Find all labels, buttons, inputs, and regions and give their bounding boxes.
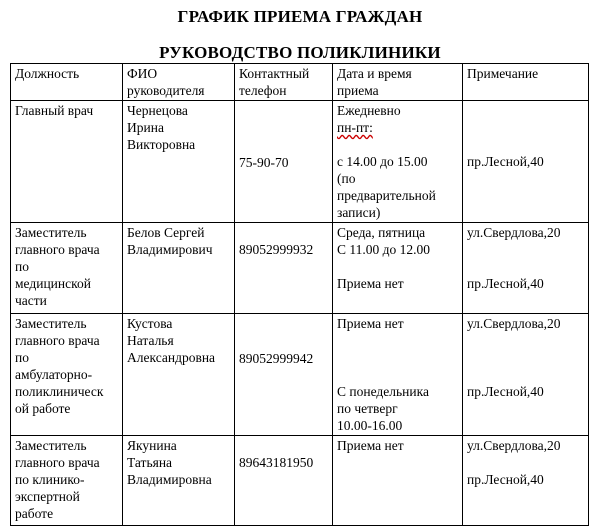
cell-line [467,102,584,119]
cell-line: главного врача [15,242,100,257]
schedule-cell [333,314,463,436]
cell-line [337,349,458,366]
phone-text: 75-90-70 [239,155,289,170]
cell-line: пр.Лесной,40 [467,154,544,169]
header-schedule [333,64,463,101]
phone-text: 89643181950 [239,455,314,470]
cell-line: С 11.00 до 12.00 [337,242,430,257]
cell-line: по [15,259,29,274]
phone-text: 89052999932 [239,242,314,257]
table-row [11,314,589,436]
cell-line [467,241,584,258]
cell-line: ой работе [15,401,71,416]
cell-line: пн-пт: [337,120,373,135]
note-cell [463,436,589,526]
cell-line: Викторовна [127,137,196,152]
cell-line: главного врача [15,333,100,348]
cell-line: по клинико- [15,472,85,487]
cell-line: Ежедневно [337,103,401,118]
schedule-cell [333,223,463,314]
name-cell [123,314,235,436]
cell-line: Приема нет [337,276,404,291]
cell-line: Наталья [127,333,174,348]
phone-cell [235,223,333,314]
cell-line: Владимировна [127,472,212,487]
cell-line: Заместитель [15,225,87,240]
cell-line [467,349,584,366]
cell-line [467,366,584,383]
cell-line: Якунина [127,438,177,453]
cell-line: ул.Свердлова,20 [467,225,561,240]
cell-line: Татьяна [127,455,173,470]
note-cell [463,314,589,436]
cell-line: Приема нет [337,438,404,453]
cell-line: экспертной [15,489,80,504]
cell-line: ул.Свердлова,20 [467,438,561,453]
cell-line: Дата и время [337,66,412,81]
cell-line: приема [337,83,379,98]
phone-cell [235,101,333,223]
cell-line: Кустова [127,316,173,331]
cell-line: Белов Сергей [127,225,205,240]
table-header-row [11,64,589,101]
position-cell [11,223,123,314]
cell-line: Чернецова [127,103,188,118]
cell-line [467,119,584,136]
header-phone [235,64,333,101]
cell-line: С понедельника [337,384,429,399]
cell-line: работе [15,506,54,521]
position-cell [11,314,123,436]
cell-line: пр.Лесной,40 [467,472,544,487]
cell-line: записи) [337,205,381,220]
table-row [11,101,589,223]
cell-line: Контактный [239,66,310,81]
table-row [11,436,589,526]
cell-line [337,258,458,275]
note-cell [463,101,589,223]
schedule-cell [333,101,463,223]
cell-line [467,454,584,471]
position-cell [11,101,123,223]
cell-line: ул.Свердлова,20 [467,316,561,331]
cell-line [467,258,584,275]
cell-line: (по [337,171,356,186]
cell-line: части [15,293,47,308]
phone-text: 89052999942 [239,351,314,366]
cell-line: главного врача [15,455,100,470]
cell-line: пр.Лесной,40 [467,384,544,399]
cell-line: амбулаторно- [15,367,93,382]
header-note [463,64,589,101]
cell-line: ФИО [127,66,158,81]
cell-line: руководителя [127,83,205,98]
phone-cell [235,436,333,526]
cell-line: Должность [15,66,80,81]
table-row [11,223,589,314]
phone-cell [235,314,333,436]
cell-line [337,136,458,153]
cell-line [467,136,584,153]
header-position [11,64,123,101]
note-cell [463,223,589,314]
schedule-cell [333,436,463,526]
cell-line: Владимирович [127,242,213,257]
header-name [123,64,235,101]
cell-line: телефон [239,83,287,98]
schedule-table [10,63,589,526]
cell-line: пр.Лесной,40 [467,276,544,291]
cell-line: Примечание [467,66,539,81]
cell-line: Заместитель [15,316,87,331]
cell-line: Александровна [127,350,216,365]
document-subtitle: РУКОВОДСТВО ПОЛИКЛИНИКИ [159,43,441,62]
cell-line: медицинской [15,276,91,291]
cell-line: Главный врач [15,103,94,118]
cell-line: Приема нет [337,316,404,331]
cell-line: 10.00-16.00 [337,418,403,433]
cell-line [337,366,458,383]
document-title: ГРАФИК ПРИЕМА ГРАЖДАН [177,7,423,26]
cell-line: Ирина [127,120,164,135]
cell-line: Среда, пятница [337,225,426,240]
cell-line: поликлиническ [15,384,104,399]
cell-line: с 14.00 до 15.00 [337,154,428,169]
name-cell [123,223,235,314]
cell-line [467,332,584,349]
name-cell [123,436,235,526]
cell-line: Заместитель [15,438,87,453]
cell-line: по [15,350,29,365]
position-cell [11,436,123,526]
name-cell [123,101,235,223]
cell-line [337,332,458,349]
cell-line: по четверг [337,401,398,416]
cell-line: предварительной [337,188,436,203]
